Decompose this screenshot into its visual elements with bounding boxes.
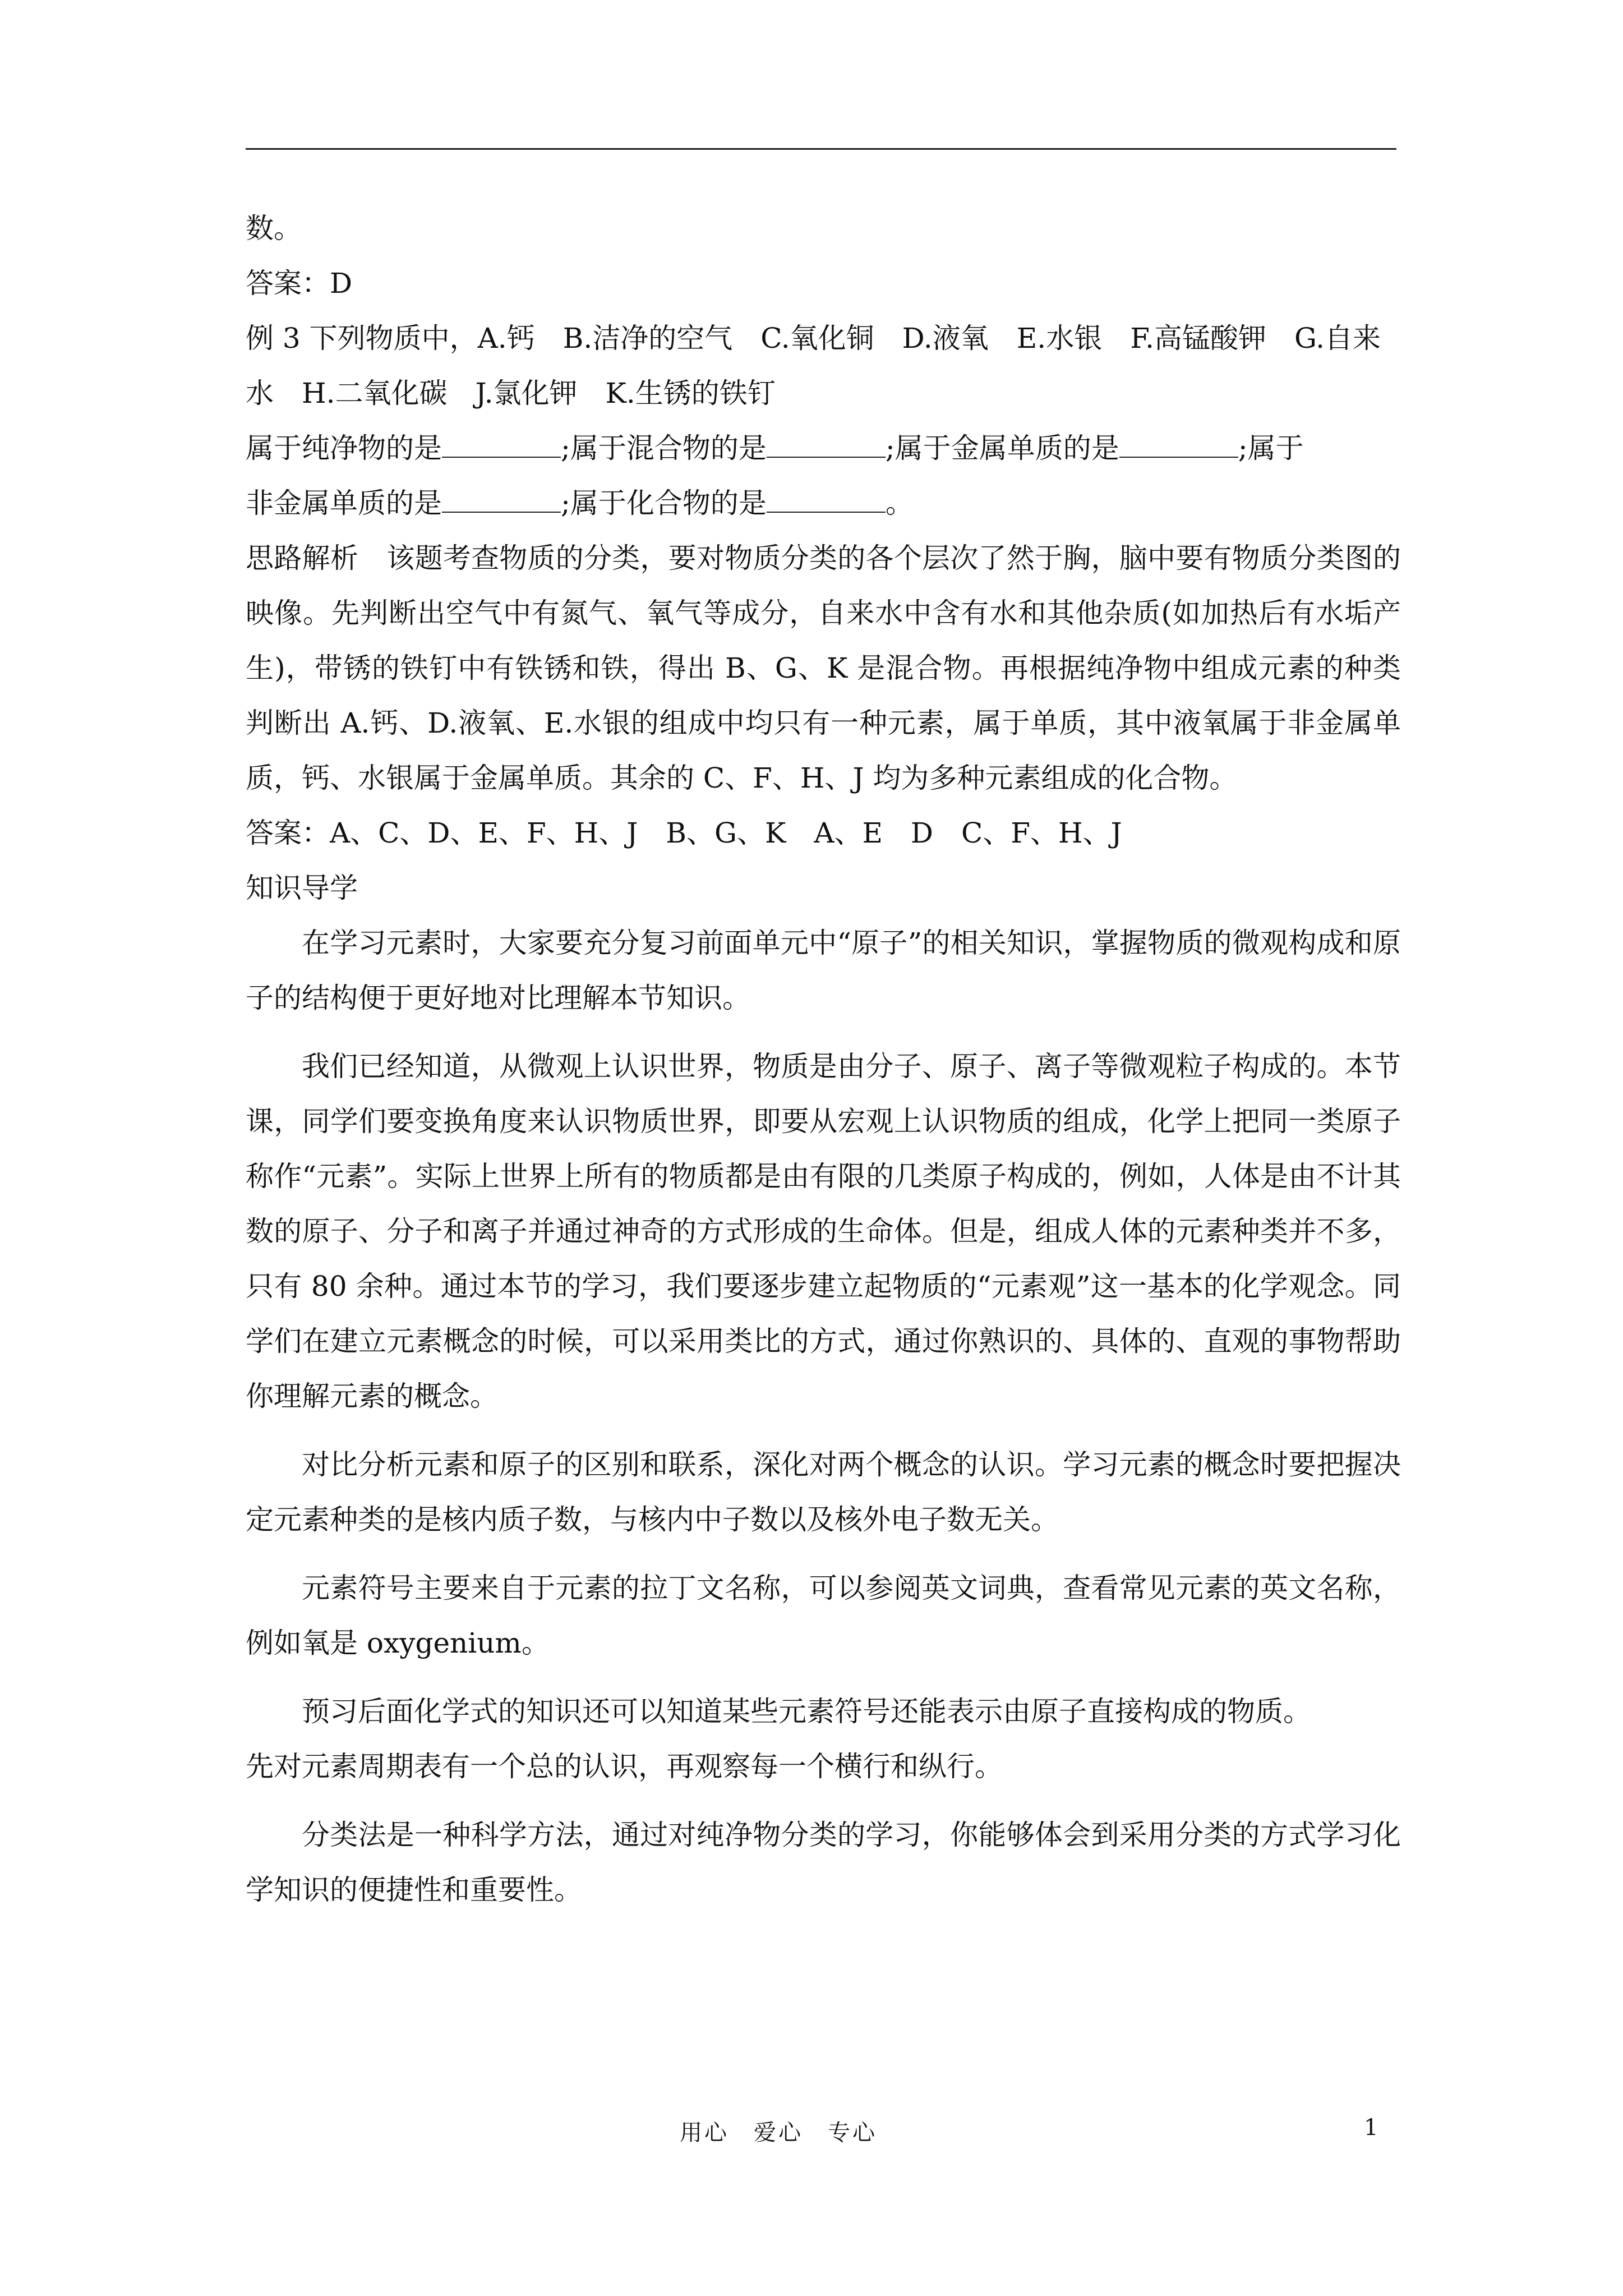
- answer-line: 答案：A、C、D、E、F、H、J B、G、K A、E D C、F、H、J: [246, 817, 1122, 849]
- fill-blank-pure: [442, 433, 561, 458]
- question-line-2: [246, 476, 1401, 531]
- question-text: ;属于: [1238, 432, 1304, 464]
- fill-blank-nonmetal: [442, 488, 561, 513]
- example-3-line-2: 水 H.二氧化碳 J.氯化钾 K.生锈的铁钉: [246, 377, 776, 409]
- guide-paragraph-7: 分类法是一种科学方法，通过对纯净物分类的学习，你能够体会到采用分类的方式学习化学知识的便捷性和重要性。: [246, 1819, 1401, 1906]
- guide-paragraph-6: 先对元素周期表有一个总的认识，再观察每一个横行和纵行。: [246, 1750, 1003, 1783]
- answer-line: 答案：D: [246, 267, 353, 300]
- fill-blank-compound: [767, 488, 886, 513]
- question-text: ;属于化合物的是: [561, 487, 767, 519]
- page-number: 1: [1364, 2115, 1378, 2141]
- fill-blank-mixture: [767, 433, 886, 458]
- continued-text: 数。: [246, 212, 302, 245]
- guide-paragraph-1: 在学习元素时，大家要充分复习前面单元中“原子”的相关知识，掌握物质的微观构成和原子的结构便于更好地对比理解本节知识。: [246, 927, 1401, 1014]
- header-rule: [246, 148, 1396, 150]
- guide-paragraph-4: 元素符号主要来自于元素的拉丁文名称，可以参阅英文词典，查看常见元素的英文名称，例如氧是 oxygenium。: [246, 1572, 1401, 1659]
- question-line-1: [246, 421, 1401, 476]
- guide-paragraph-2: 我们已经知道，从微观上认识世界，物质是由分子、原子、离子等微观粒子构成的。本节课，同学们要变换角度来认识物质世界，即要从宏观上认识物质的组成，化学上把同一类原子称作“元素”。实际上世界上所有的物质都是由有限的几类原子构成的，例如，人体是由不计其数的原子、分子和离子并通过神奇的方式形成的生命体。但是，组成人体的元素种类并不多，只有 80 余种。通过本节的学习，我们要逐步建立起物质的“元素观”这一基本的化学观念。同学们在建立元素概念的时候，可以采用类比的方式，通过你熟识的、具体的、直观的事物帮助你理解元素的概念。: [246, 1050, 1401, 1412]
- guide-paragraph-5: 预习后面化学式的知识还可以知道某些元素符号还能表示由原子直接构成的物质。: [302, 1695, 1311, 1728]
- fill-blank-metal: [1119, 433, 1238, 458]
- question-text: ;属于混合物的是: [561, 432, 767, 464]
- section-heading: 知识导学: [246, 872, 358, 904]
- question-text: 属于纯净物的是: [246, 432, 442, 464]
- question-text: 。: [885, 487, 914, 519]
- question-text: ;属于金属单质的是: [885, 432, 1119, 464]
- question-text: 非金属单质的是: [246, 487, 442, 519]
- page-content: [246, 201, 1401, 1931]
- guide-paragraph-3: 对比分析元素和原子的区别和联系，深化对两个概念的认识。学习元素的概念时要把握决定元素种类的是核内质子数，与核内中子数以及核外电子数无关。: [246, 1448, 1401, 1536]
- example-3-line-1: 例 3 下列物质中，A.钙 B.洁净的空气 C.氧化铜 D.液氧 E.水银 F.高锰酸钾 G.自来: [246, 322, 1381, 355]
- footer-motto: 用心 爱心 专心: [680, 2120, 877, 2146]
- page-footer: [0, 2115, 1623, 2148]
- analysis-paragraph: 思路解析 该题考查物质的分类，要对物质分类的各个层次了然于胸，脑中要有物质分类图的映像。先判断出空气中有氮气、氧气等成分，自来水中含有水和其他杂质(如加热后有水垢产生)，带锈的铁钉中有铁锈和铁，得出 B、G、K 是混合物。再根据纯净物中组成元素的种类判断出 A.钙、D.液氧、E.水银的组成中均只有一种元素，属于单质，其中液氧属于非金属单质，钙、水银属于金属单质。其余的 C、F、H、J 均为多种元素组成的化合物。: [246, 542, 1401, 794]
